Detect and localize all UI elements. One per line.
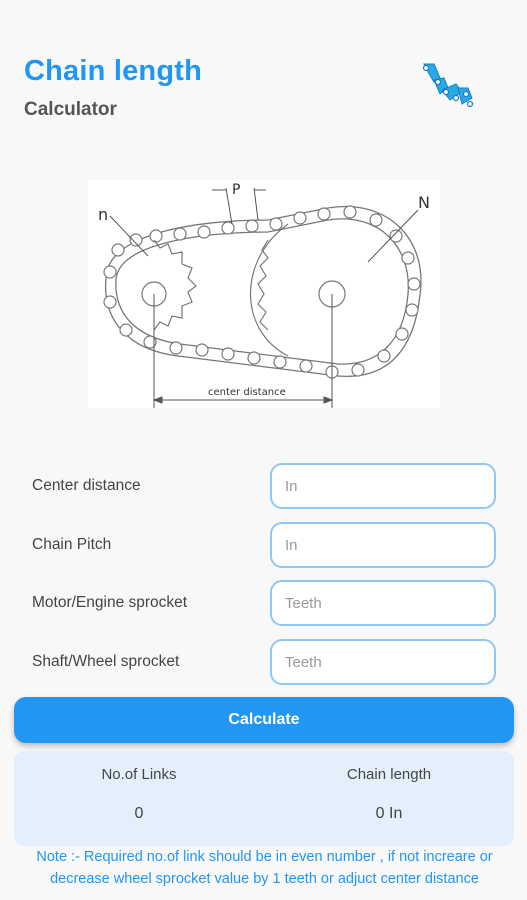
center-distance-label: center distance [208, 387, 286, 398]
center-distance-row [0, 463, 527, 511]
center-distance-label: Center distance [32, 477, 141, 494]
links-value: 0 [134, 805, 144, 822]
pitch-label: P [232, 182, 241, 198]
small-sprocket-label: n [98, 205, 109, 224]
chain-pitch-label: Chain Pitch [32, 536, 112, 553]
motor-sprocket-input[interactable] [270, 580, 496, 626]
chain-sprocket-diagram [88, 180, 440, 408]
note-text: Note :- Required no.of link should be in even number , if not increare or decrease wheel sprocket value by 1 teeth or adjuct center distance [36, 849, 493, 887]
chain-pitch-row [0, 522, 527, 570]
results-panel [14, 751, 514, 846]
page-subtitle: Calculator [24, 99, 117, 120]
wheel-sprocket-row [0, 639, 527, 687]
chain-length-heading: Chain length [346, 766, 432, 783]
links-heading: No.of Links [101, 766, 177, 783]
wheel-sprocket-input[interactable] [270, 639, 496, 685]
motor-sprocket-row [0, 580, 527, 628]
chain-pitch-input[interactable] [270, 522, 496, 568]
page-title: Chain length [24, 55, 203, 87]
motor-sprocket-label: Motor/Engine sprocket [32, 594, 188, 611]
calculate-button[interactable]: Calculate [14, 697, 514, 743]
center-distance-input[interactable] [270, 463, 496, 509]
chain-links-icon [412, 60, 478, 116]
wheel-sprocket-label: Shaft/Wheel sprocket [32, 653, 180, 670]
large-sprocket-label: N [418, 193, 430, 212]
chain-length-value: 0 In [375, 805, 403, 822]
